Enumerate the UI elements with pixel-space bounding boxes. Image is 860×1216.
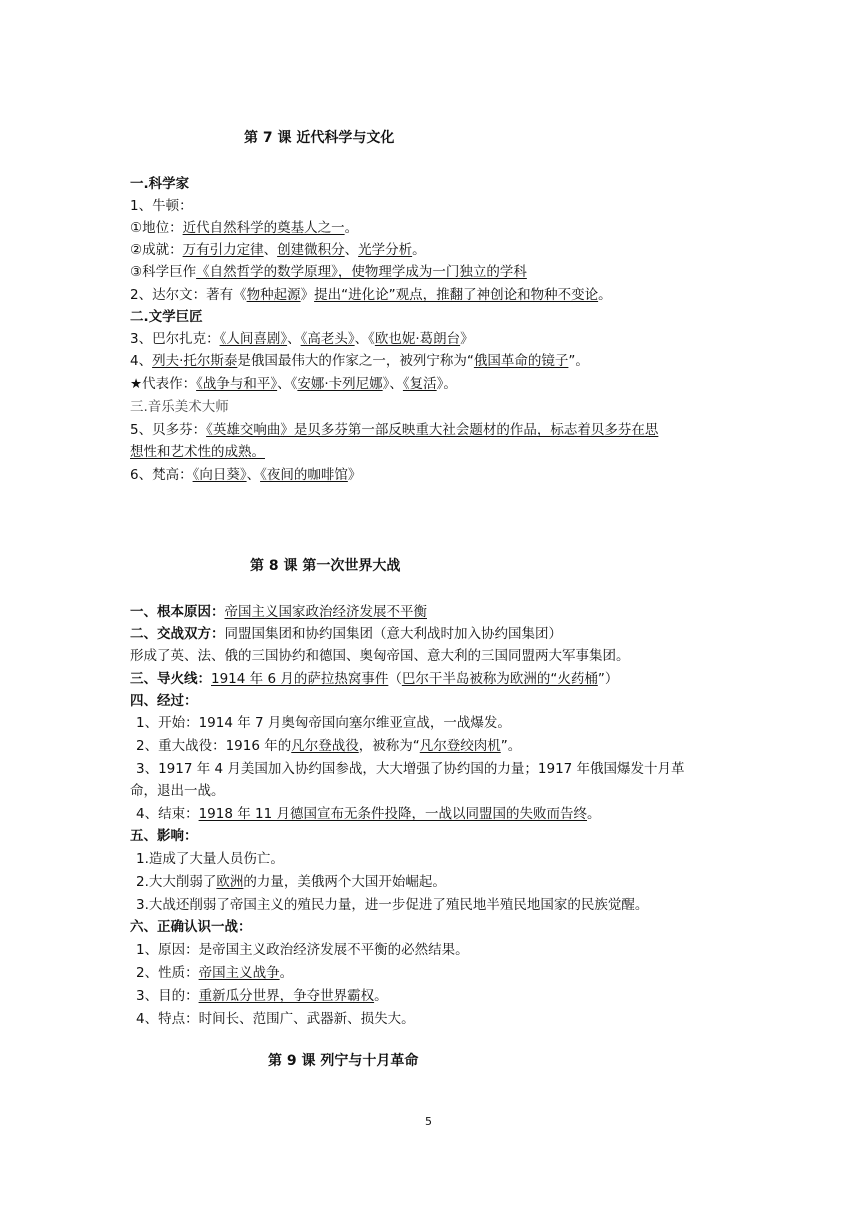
- belligerents-line: 二、交战双方：同盟国集团和协约国集团（意大利战时加入协约国集团）: [130, 626, 562, 642]
- impact-3-line: 3.大战还削弱了帝国主义的殖民力量，进一步促进了殖民地半殖民地国家的民族觉醒。: [136, 897, 649, 913]
- darwin-line: 2、达尔文：著有《物种起源》提出“进化论”观点，推翻了神创论和物种不变论。: [130, 287, 612, 303]
- war-end-line: 4、结束：1918 年 11 月德国宣布无条件投降，一战以同盟国的失败而告终。: [136, 806, 601, 822]
- newton-work-line: ③科学巨作《自然哲学的数学原理》，使物理学成为一门独立的学科: [130, 264, 527, 280]
- page-number: 5: [425, 1115, 432, 1128]
- lesson-8-title: 第 8 课 第一次世界大战: [250, 558, 401, 574]
- section-music-art-heading: 三.音乐美术大师: [130, 399, 229, 415]
- lesson-7-title: 第 7 课 近代科学与文化: [244, 130, 395, 146]
- newton-status-line: ①地位：近代自然科学的奠基人之一。: [130, 220, 359, 236]
- section-scientists-heading: 一.科学家: [130, 176, 190, 192]
- impact-2-line: 2.大大削弱了欧洲的力量，美俄两个大国开始崛起。: [136, 874, 446, 890]
- section-literature-heading: 二.文学巨匠: [130, 309, 203, 325]
- course-heading: 四、经过：: [130, 693, 198, 709]
- van-gogh-line: 6、梵高：《向日葵》、《夜间的咖啡馆》: [130, 467, 362, 483]
- trigger-line: 三、导火线：1914 年 6 月的萨拉热窝事件（巴尔干半岛被称为欧洲的“火药桶”）: [130, 671, 619, 687]
- tolstoy-line: 4、列夫·托尔斯泰是俄国最伟大的作家之一，被列宁称为“俄国革命的镜子”。: [130, 353, 589, 369]
- beethoven-line: 5、贝多芬：《英雄交响曲》是贝多芬第一部反映重大社会题材的作品，标志着贝多芬在思: [130, 422, 659, 438]
- understanding-features-line: 4、特点：时间长、范围广、武器新、损失大。: [136, 1011, 415, 1027]
- major-battle-line: 2、重大战役：1916 年的凡尔登战役，被称为“凡尔登绞肉机”。: [136, 738, 522, 754]
- newton-achievements-line: ②成就：万有引力定律、创建微积分、光学分析。: [130, 242, 426, 258]
- us-entry-line-continued: 命，退出一战。: [130, 783, 225, 799]
- impact-heading: 五、影响：: [130, 828, 198, 844]
- impact-1-line: 1.造成了大量人员伤亡。: [136, 851, 284, 867]
- understanding-purpose-line: 3、目的：重新瓜分世界，争夺世界霸权。: [136, 988, 388, 1004]
- us-entry-line: 3、1917 年 4 月美国加入协约国参战，大大增强了协约国的力量；1917 年俄国爆发十月革: [136, 761, 685, 777]
- tolstoy-works-line: ★代表作：《战争与和平》、《安娜·卡列尼娜》、《复活》。: [130, 376, 457, 392]
- alliances-line: 形成了英、法、俄的三国协约和德国、奥匈帝国、意大利的三国同盟两大军事集团。: [130, 648, 630, 664]
- newton-label: 1、牛顿：: [130, 198, 193, 214]
- course-start-line: 1、开始：1914 年 7 月奥匈帝国向塞尔维亚宣战，一战爆发。: [136, 715, 511, 731]
- balzac-line: 3、巴尔扎克：《人间喜剧》、《高老头》、《欧也妮·葛朗台》: [130, 331, 474, 347]
- understanding-nature-line: 2、性质：帝国主义战争。: [136, 965, 294, 981]
- understanding-heading: 六、正确认识一战：: [130, 919, 252, 935]
- beethoven-line-continued: 想性和艺术性的成熟。: [130, 444, 265, 460]
- lesson-9-title: 第 9 课 列宁与十月革命: [268, 1053, 419, 1069]
- understanding-cause-line: 1、原因：是帝国主义政治经济发展不平衡的必然结果。: [136, 942, 469, 958]
- root-cause-line: 一、根本原因：帝国主义国家政治经济发展不平衡: [130, 604, 427, 620]
